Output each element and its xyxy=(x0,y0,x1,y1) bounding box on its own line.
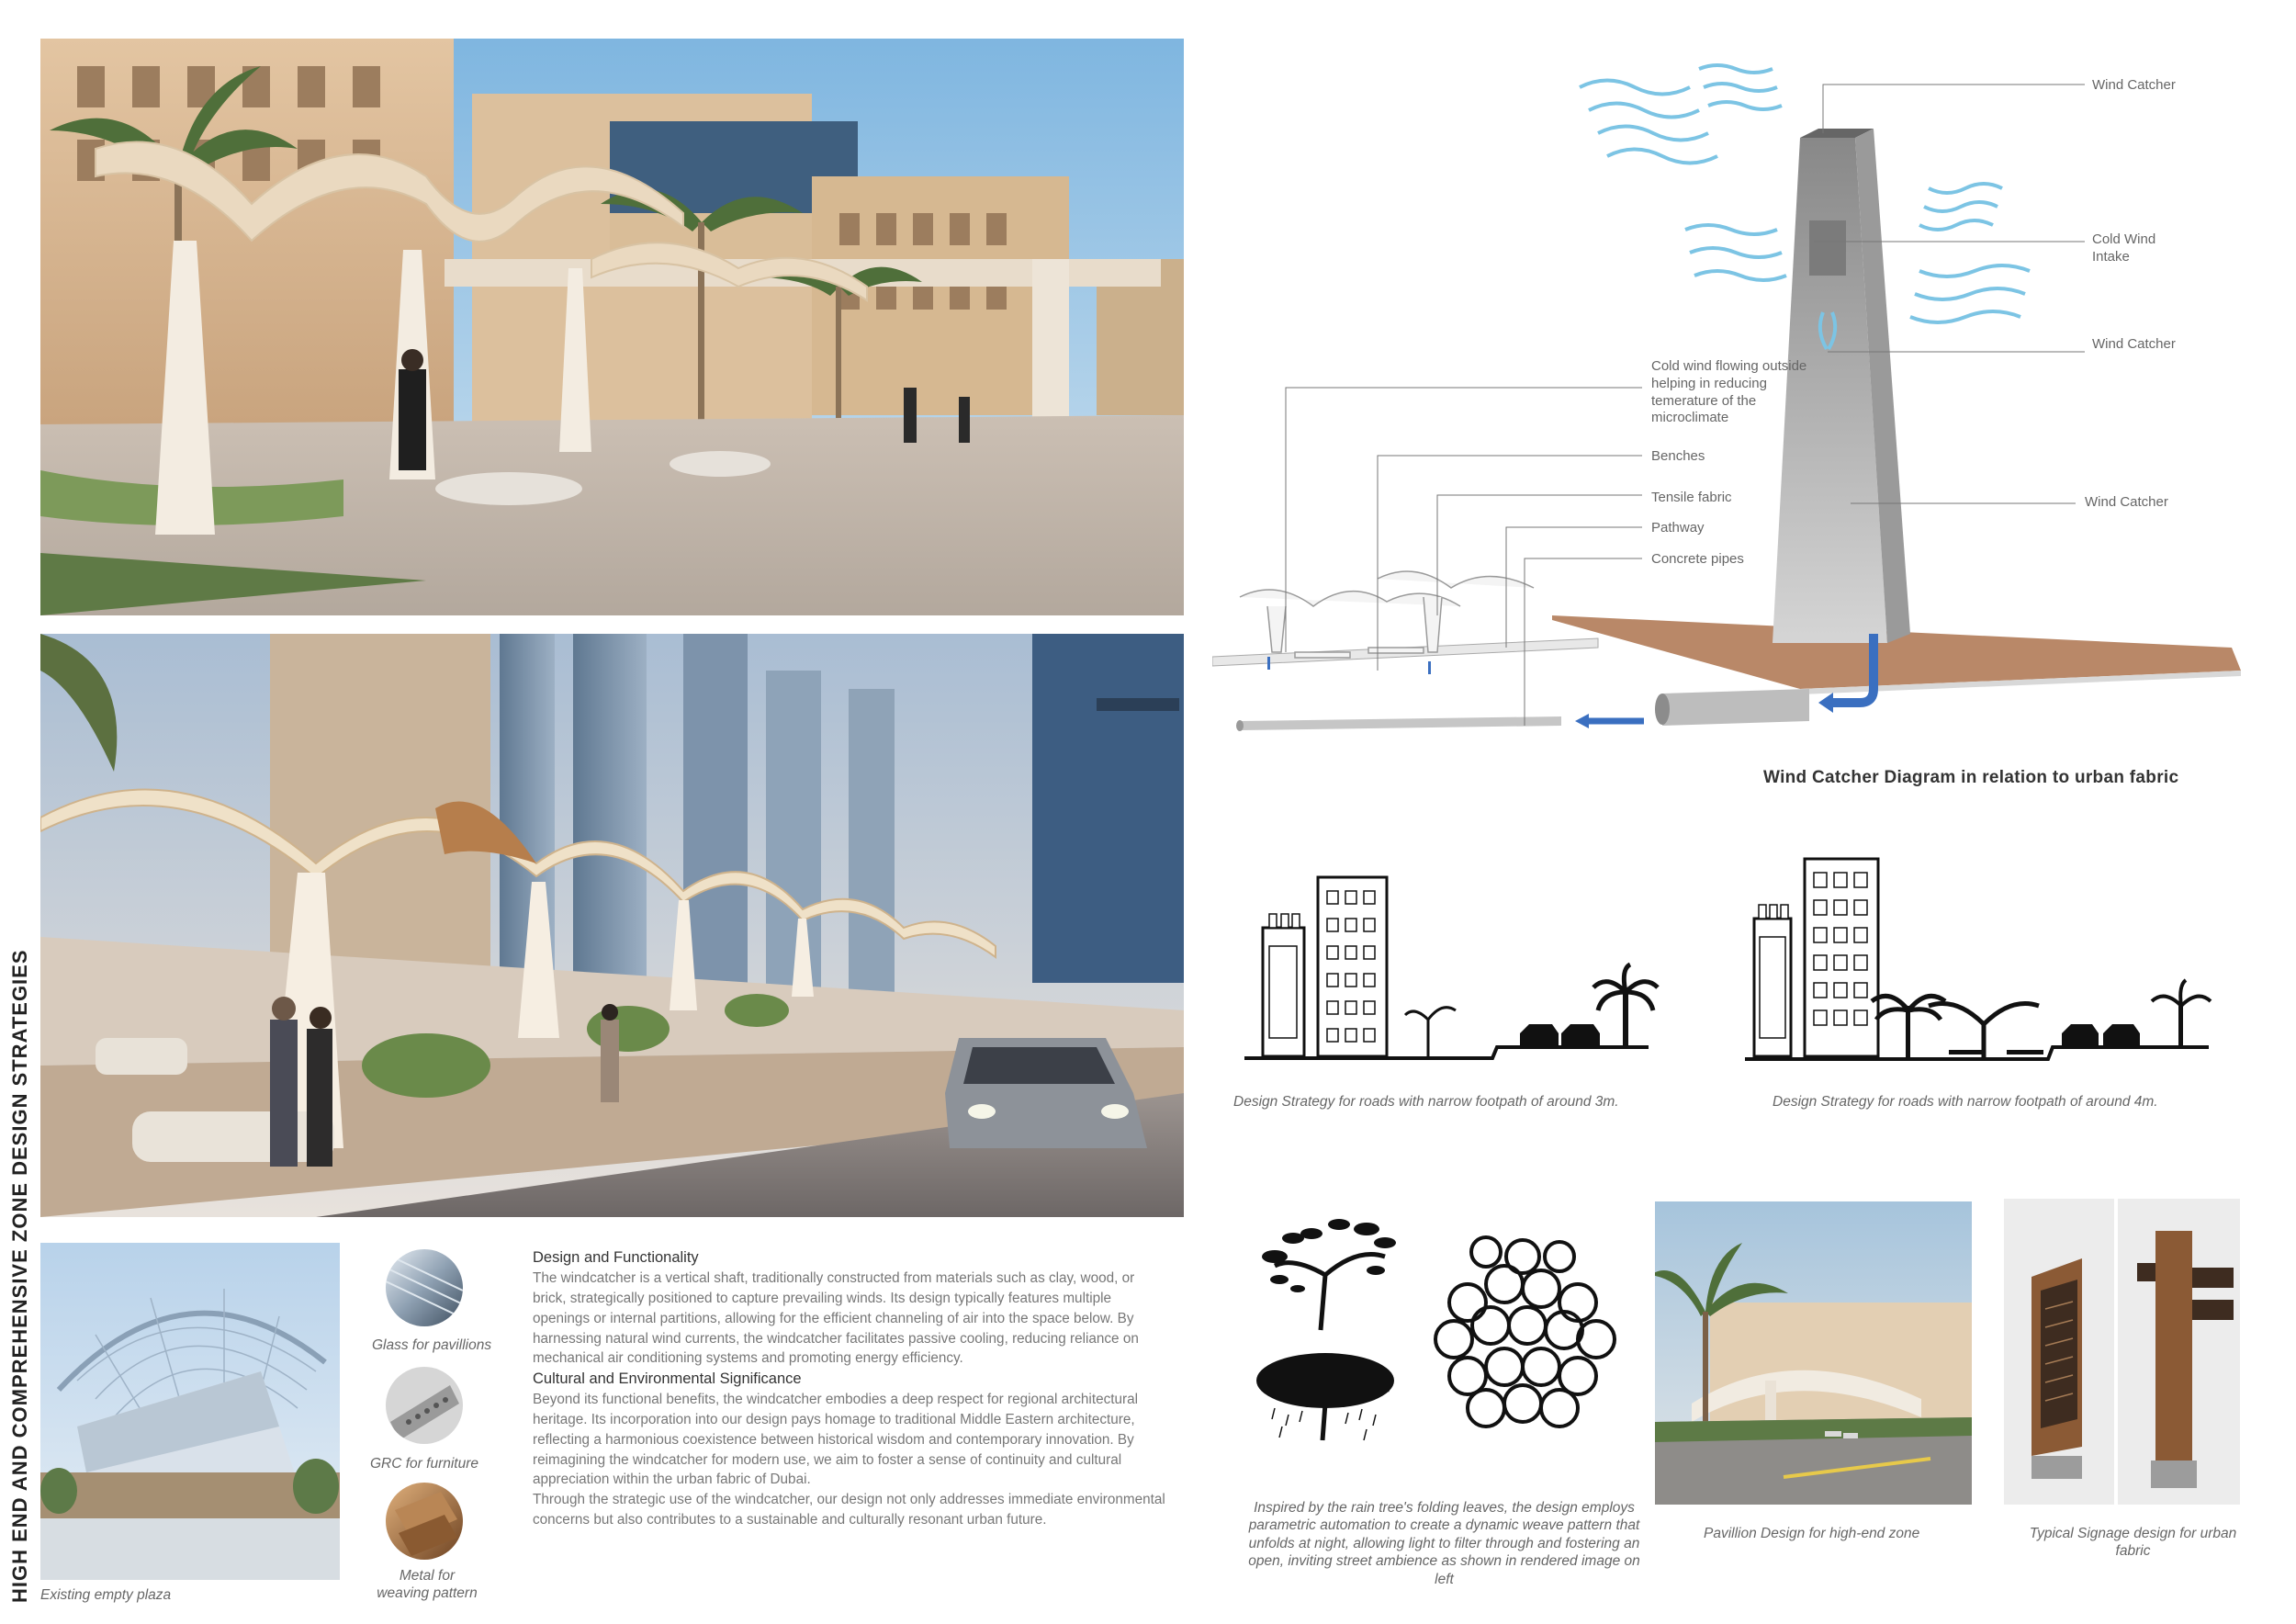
label-cold-wind-outside: Cold wind flowing outside helping in reducing temerature of the microclimate xyxy=(1651,358,1807,426)
label-cold-wind-intake: Cold Wind Intake xyxy=(2092,231,2156,265)
section-4m-footpath xyxy=(1745,850,2213,1079)
street-canopy-render xyxy=(40,634,1184,1217)
existing-plaza-caption: Existing empty plaza xyxy=(40,1587,172,1603)
inspiration-caption: Inspired by the rain tree's folding leaves, the design employs parametric automation to create a dynamic weave pattern that unfolds at night, allowing light to filter through and fostering an open, inviting street ambience as shown in rendered image on left xyxy=(1248,1500,1640,1587)
pavillion-image xyxy=(1655,1201,1972,1505)
signage-image xyxy=(2004,1199,2240,1505)
label-concrete-pipes: Concrete pipes xyxy=(1651,551,1744,567)
rain-tree-inspiration xyxy=(1256,1201,1633,1468)
plaza-canopy-render xyxy=(40,39,1184,615)
section-3m-footpath xyxy=(1244,854,1676,1075)
metal-caption: Metal for weaving pattern xyxy=(377,1568,478,1602)
design-functionality-text: The windcatcher is a vertical shaft, traditionally constructed from materials such as clay, wood, or brick, strategically positioned to capture prevailing winds. Its design typically features multiple openings or internal partitions, allowing for the efficient channeling of air into the space below. By harnessing natural wind currents, the windcatcher facilitates passive cooling, reducing reliance on mechanical air conditioning systems and promoting energy efficiency. xyxy=(533,1270,1139,1367)
strategy-4m-caption: Design Strategy for roads with narrow footpath of around 4m. xyxy=(1773,1094,2158,1110)
glass-caption: Glass for pavillions xyxy=(372,1337,492,1353)
label-wind-catcher-mid: Wind Catcher xyxy=(2092,336,2176,352)
grc-caption: GRC for furniture xyxy=(370,1456,479,1472)
diagram-title: Wind Catcher Diagram in relation to urban fabric xyxy=(1763,768,2179,787)
label-wind-catcher-low: Wind Catcher xyxy=(2085,494,2168,510)
label-pathway: Pathway xyxy=(1651,520,1705,536)
signage-caption: Typical Signage design for urban fabric xyxy=(2029,1526,2237,1560)
conclusion-text: Through the strategic use of the windcatcher, our design not only addresses immediate environmental concerns but also contributes to a sustainable and culturally resonant urban future. xyxy=(533,1492,1165,1528)
grc-material-swatch xyxy=(386,1367,463,1444)
label-wind-catcher-top: Wind Catcher xyxy=(2092,77,2176,93)
existing-plaza-image xyxy=(40,1243,340,1580)
cultural-significance-text: Beyond its functional benefits, the windcatcher embodies a deep respect for regional architectural heritage. Its incorporation into our design pays homage to traditional Middle Eastern architecture, reflecting a harmonious coexistence between historical wisdom and contemporary innovation. By reimagining the windcatcher for modern use, we aim to foster a sense of continuity and cultural appreciation within the urban fabric of Dubai. xyxy=(533,1392,1138,1488)
design-functionality-heading: Design and Functionality xyxy=(533,1249,699,1266)
strategy-3m-caption: Design Strategy for roads with narrow footpath of around 3m. xyxy=(1233,1094,1619,1110)
glass-material-swatch xyxy=(386,1249,463,1326)
label-benches: Benches xyxy=(1651,448,1705,464)
label-tensile-fabric: Tensile fabric xyxy=(1651,490,1732,505)
sidebar-title: HIGH END AND COMPREHENSIVE ZONE DESIGN STRATEGIES xyxy=(8,949,31,1603)
metal-material-swatch xyxy=(386,1483,463,1560)
windcatcher-description xyxy=(533,1247,1166,1529)
cultural-significance-heading: Cultural and Environmental Significance xyxy=(533,1370,802,1388)
pavillion-caption: Pavillion Design for high-end zone xyxy=(1704,1526,1920,1541)
